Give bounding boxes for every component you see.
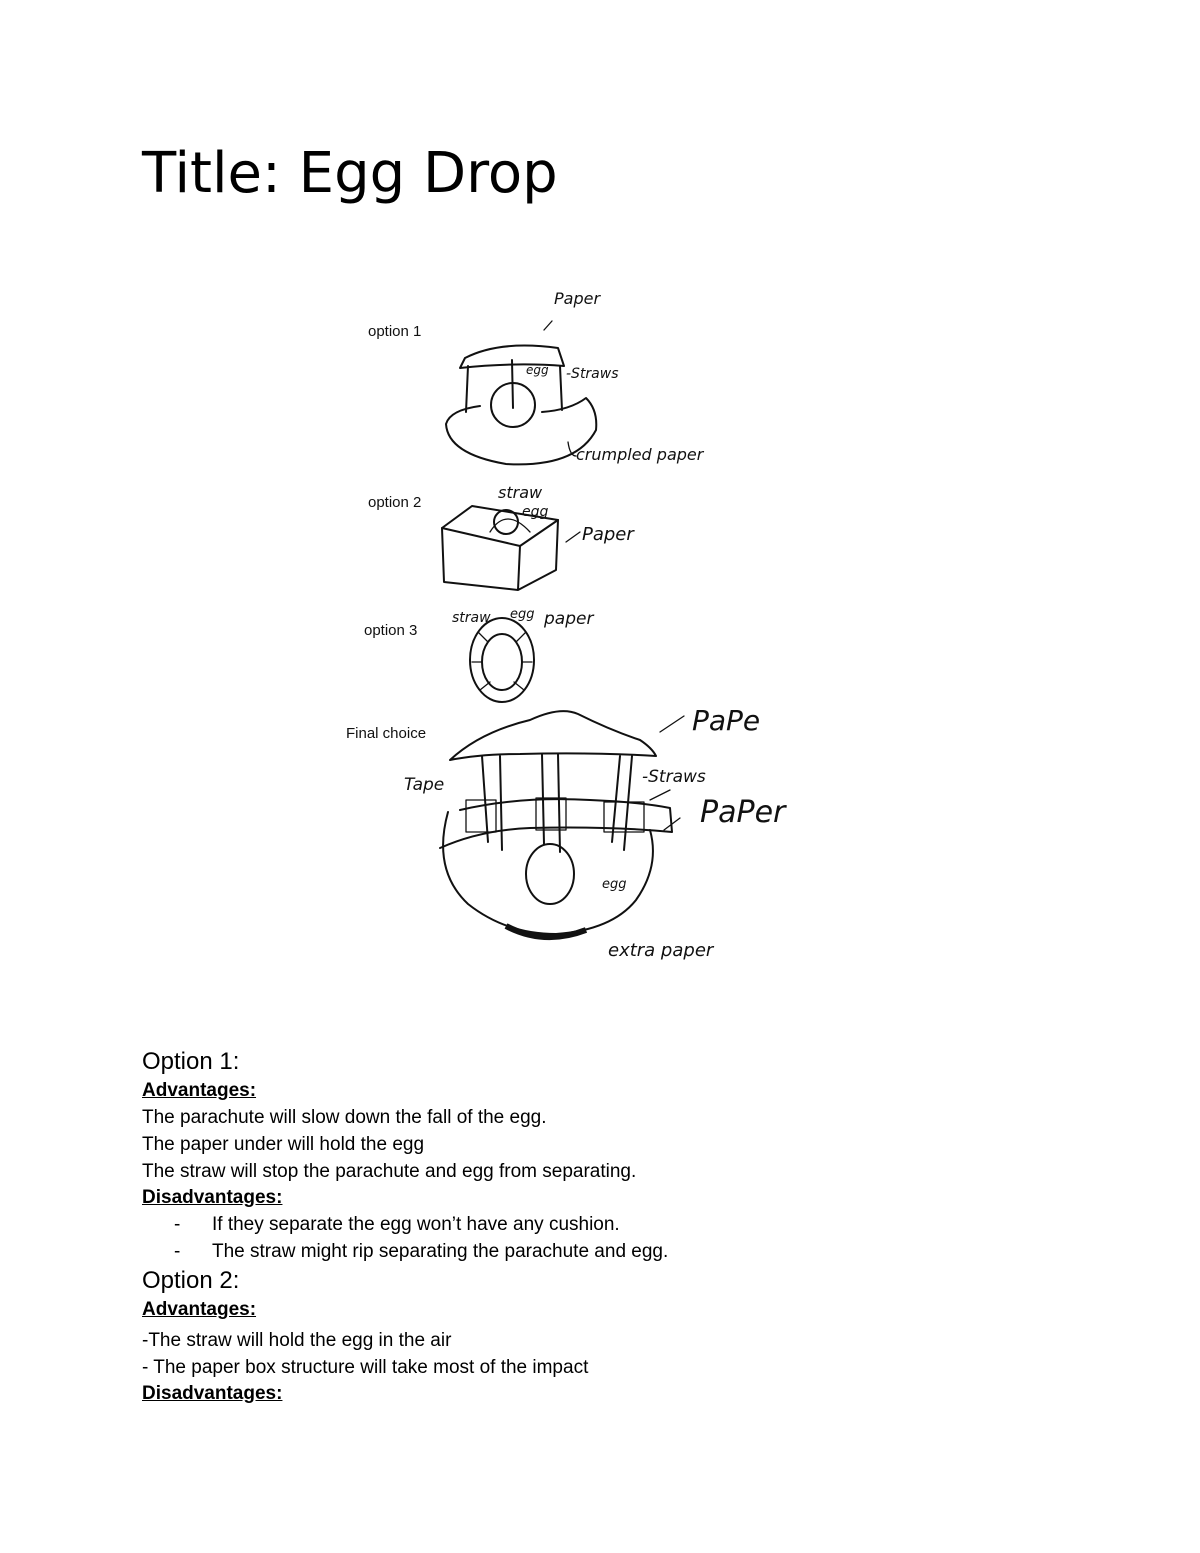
options-section [142,1046,1042,1407]
sketch-label-option1: option 1 [368,323,422,340]
sketch-note-o1-straws: -Straws [566,366,619,382]
final-choice-drawing [404,704,787,961]
sketch-note-o1-crumpled: crumpled paper [576,445,704,464]
sketch-note-o2-straw: straw [498,483,543,502]
option2-advantage-1: -The straw will hold the egg in the air [142,1330,452,1351]
dash-bullet: - [174,1214,181,1235]
sketch-label-option2: option 2 [368,494,422,511]
option1-advantage-2: The paper under will hold the egg [142,1134,425,1155]
sketch-note-final-tape: Tape [404,775,445,795]
sketch-note-final-extra: extra paper [608,940,714,961]
page-title: Title: Egg Drop [142,141,558,206]
sketch-note-final-paper-top: PaPe [692,704,761,737]
list-item [142,1211,1042,1238]
sketch-note-o3-egg: egg [510,607,535,622]
sketch-note-o1-paper: Paper [554,289,601,308]
option1-disadvantage-1: If they separate the egg won’t have any cushion. [212,1214,620,1235]
option1-advantage-1: The parachute will slow down the fall of the egg. [142,1107,547,1128]
dash-bullet: - [174,1241,181,1262]
option1-heading: Option 1: [142,1048,240,1075]
sketch-note-final-straws: -Straws [642,767,706,787]
option3-drawing [452,607,594,702]
option2-heading: Option 2: [142,1267,240,1294]
option2-disadvantages-label: Disadvantages: [142,1383,283,1404]
sketch-label-option3: option 3 [364,622,418,639]
sketch-note-o2-egg: egg [522,504,549,520]
option1-advantage-3: The straw will stop the parachute and egg from separating. [142,1161,637,1182]
option2-advantage-2: - The paper box structure will take most of the impact [142,1357,589,1378]
option1-disadvantages-label: Disadvantages: [142,1187,283,1208]
option2-drawing [442,483,635,590]
sketch-label-final: Final choice [346,725,427,742]
sketch-note-o3-paper: paper [544,609,594,629]
option1-drawing [446,289,705,464]
option1-disadvantages-list [142,1211,1042,1265]
option1-disadvantage-2: The straw might rip separating the parachute and egg. [212,1241,669,1262]
sketch-note-o2-paper: Paper [582,524,634,545]
sketch-note-o3-straw: straw [452,610,491,626]
sketch-note-final-paper-mid: PaPer [700,795,786,830]
sketch-note-final-egg: egg [602,877,627,892]
option2-advantages-label: Advantages: [142,1299,257,1320]
option1-advantages-label: Advantages: [142,1080,257,1101]
egg-drop-sketch [330,270,850,970]
list-item [142,1238,1042,1265]
sketch-note-o1-egg: egg [526,363,549,377]
